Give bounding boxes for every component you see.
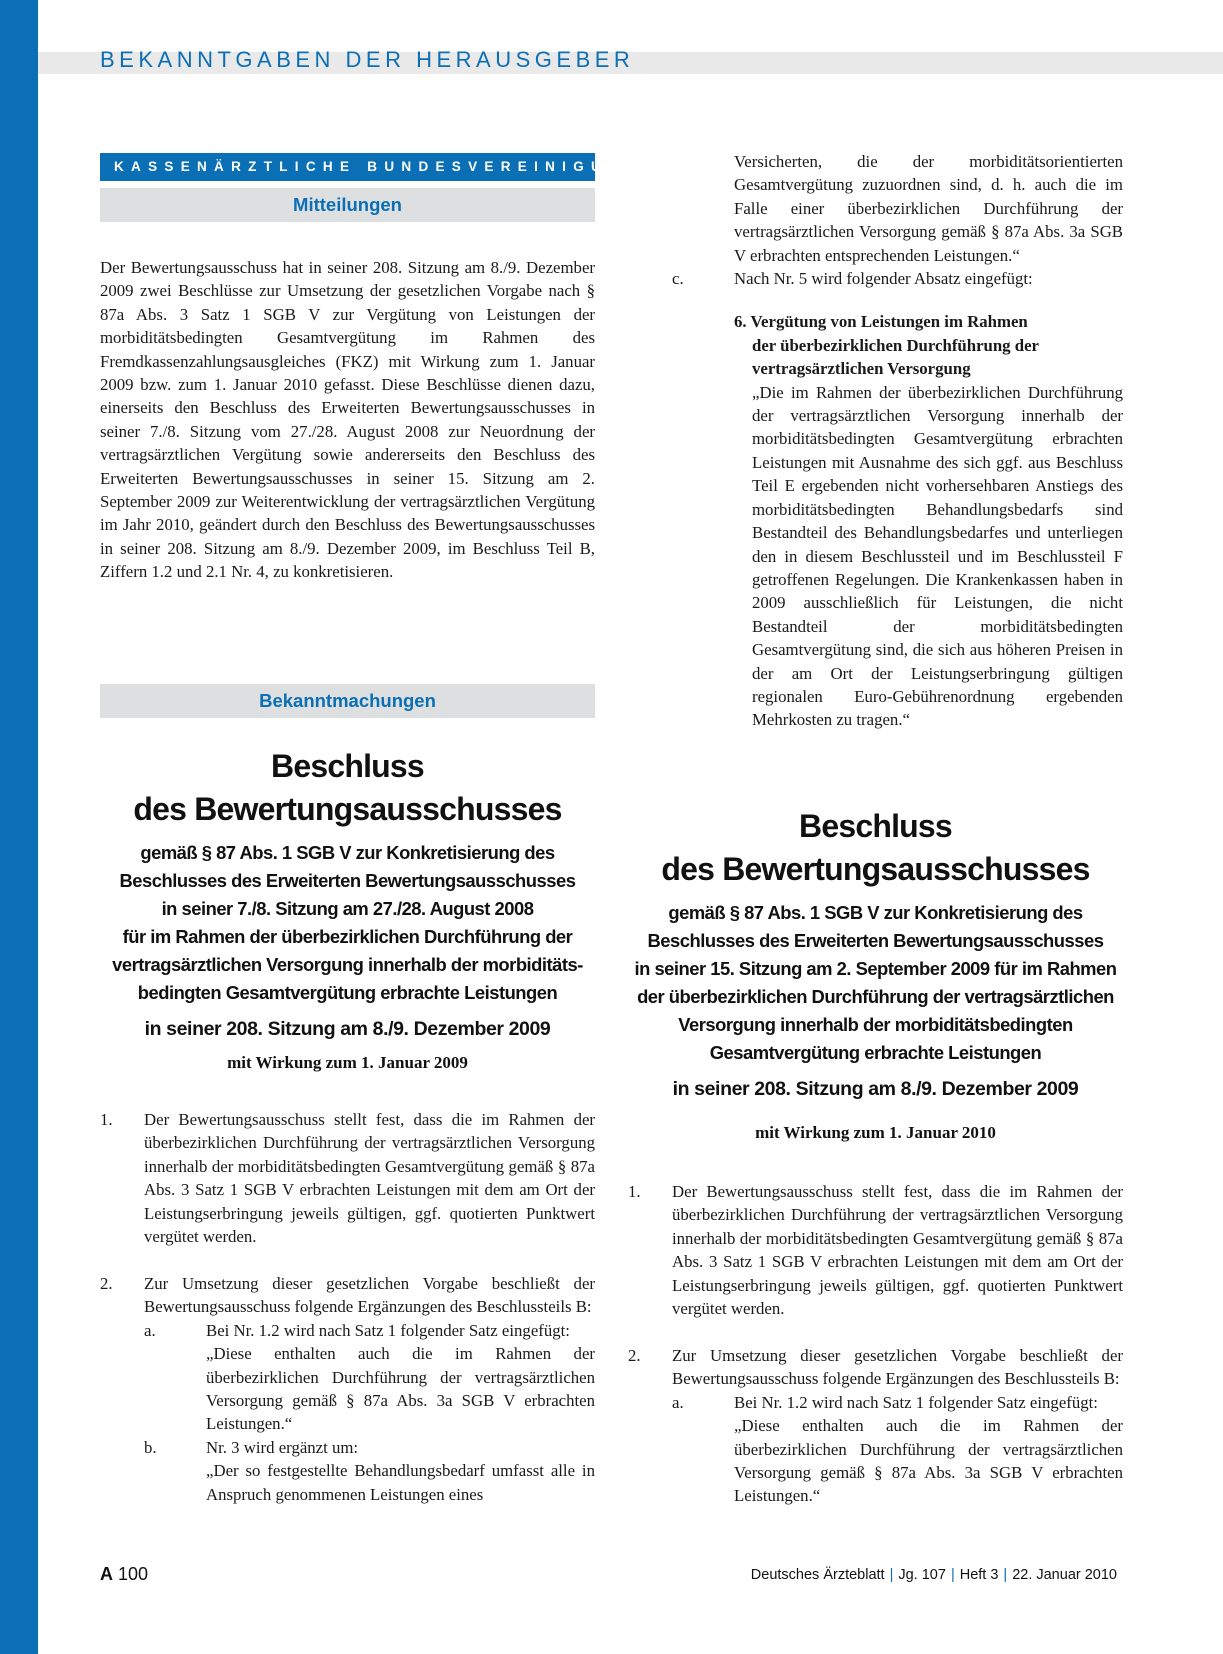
sub-item-text: Bei Nr. 1.2 wird nach Satz 1 folgender Satz eingefügt: [206, 1320, 570, 1340]
beschluss2-session: in seiner 208. Sitzung am 8./9. Dezember 2009 [672, 1078, 1079, 1100]
beschluss2-subtitle-line: gemäß § 87 Abs. 1 SGB V zur Konkretisierung des [668, 902, 1083, 923]
sub-item-quote: „Der so festgestellte Behandlungsbedarf umfasst alle in Anspruch genommenen Leistungen eines [206, 1461, 595, 1504]
beschluss1-subtitle-line: bedingten Gesamtvergütung erbrachte Leistungen [137, 982, 558, 1003]
item-text: Der Bewertungsausschuss stellt fest, dass die im Rahmen der überbezirklichen Durchführung der vertragsärztlichen Versorgung innerhalb der morbiditätsbedingten Gesamtvergütung gemäß § 87a Abs. 3 Satz 1 SGB V erbrachten Leistungen mit dem am Ort der Leistungserbringung jeweils gültigen, ggf. quotierten Punktwert vergütet werden. [144, 1110, 595, 1247]
sub-item-letter: a. [144, 1320, 156, 1340]
beschluss1-subtitle-line: vertragsärztlichen Versorgung innerhalb der morbiditäts- [112, 954, 583, 975]
sub-item-b [144, 1436, 595, 1506]
beschluss2-item1 [628, 1180, 1123, 1320]
journal-info [751, 1567, 1117, 1583]
beschluss2-title-block [628, 805, 1123, 1145]
journal-name: Deutsches Ärzteblatt [750, 1567, 885, 1583]
journal-issue: Heft 3 [959, 1567, 999, 1583]
mitteilungen-body [100, 256, 595, 584]
sub-item-a [144, 1319, 595, 1436]
separator: | [950, 1567, 955, 1583]
sub-item-letter: c. [672, 269, 684, 289]
page-number-value: 100 [118, 1564, 149, 1584]
beschluss2-title-line1: Beschluss [799, 808, 952, 844]
beschluss2-subtitle-line: Versorgung innerhalb der morbiditätsbedingten [678, 1014, 1073, 1035]
separator: | [1003, 1567, 1008, 1583]
beschluss1-title-line1: Beschluss [271, 748, 424, 784]
section-6-heading: 6. Vergütung von Leistungen im Rahmen [734, 312, 1028, 332]
beschluss2-subtitle-line: Gesamtvergütung erbrachte Leistungen [709, 1042, 1042, 1063]
sub-item-quote: „Diese enthalten auch die im Rahmen der überbezirklichen Durchführung der vertragsärztlichen Versorgung gemäß § 87a Abs. 3a SGB V erbrachten Leistungen.“ [206, 1344, 595, 1434]
item-number: 1. [100, 1110, 113, 1129]
bekanntmachungen-heading: Bekanntmachungen [100, 684, 595, 718]
beschluss2-subtitle-line: der überbezirklichen Durchführung der vertragsärztlichen [637, 986, 1114, 1007]
sub-item-letter: b. [144, 1437, 157, 1457]
sub-item-text: Bei Nr. 1.2 wird nach Satz 1 folgender Satz eingefügt: [734, 1392, 1098, 1412]
journal-volume: Jg. 107 [898, 1567, 946, 1583]
section-6-heading: vertragsärztlichen Versorgung [752, 359, 971, 379]
mitteilungen-text: Der Bewertungsausschuss hat in seiner 208. Sitzung am 8./9. Dezember 2009 zwei Beschlüsse zur Umsetzung der gesetzlichen Vorgabe nach § 87a Abs. 3 Satz 1 SGB V zur Vergütung von Leistungen der morbiditätsbedingten Gesamtvergütung im Rahmen des Fremdkassenzahlungsausgleiches (FKZ) mit Wirkung zum 1. Januar 2009 bzw. zum 1. Januar 2010 gefasst. Diese Beschlüsse dienen dazu, einerseits den Beschluss des Erweiterten Bewertungsausschusses in seiner 7./8. Sitzung vom 27./28. August 2008 zur Neuordnung der vertragsärztlichen Vergütung sowie andererseits den Beschluss des Erweiterten Bewertungsausschusses in seiner 15. Sitzung am 2. September 2009 zur Weiterentwicklung der vertragsärztlichen Vergütung im Jahr 2010, geändert durch den Beschluss des Bewertungsausschusses in seiner 208. Sitzung am 8./9. Dezember 2009, im Beschluss Teil B, Ziffern 1.2 und 2.1 Nr. 4, zu konkretisieren. [100, 258, 595, 582]
section-title: BEKANNTGABEN DER HERAUSGEBER [100, 47, 635, 72]
beschluss2-title-line2: des Bewertungsausschusses [661, 851, 1090, 887]
kbv-banner [100, 153, 643, 181]
sub-item-text: Nach Nr. 5 wird folgender Absatz eingefügt: [734, 269, 1033, 289]
sub-item-text: Nr. 3 wird ergänzt um: [206, 1437, 359, 1457]
page-number [100, 1564, 148, 1585]
sub-item-quote-continued: Versicherten, die der morbiditätsorientierten Gesamtvergütung zuzuordnen sind, d. h. auch die im Falle einer überbezirklichen Durchführung der vertragsärztlichen Versorgung gemäß § 87a Abs. 3a SGB V erbrachten entsprechenden Leistungen.“ [734, 152, 1123, 265]
item-number: 2. [100, 1274, 113, 1293]
mitteilungen-heading: Mitteilungen [100, 188, 595, 222]
beschluss1-continuation [628, 150, 1123, 732]
beschluss2-subtitle-line: in seiner 15. Sitzung am 2. September 2009 für im Rahmen [634, 958, 1117, 979]
journal-date: 22. Januar 2010 [1012, 1567, 1117, 1583]
beschluss1-subtitle-line: Beschlusses des Erweiterten Bewertungsausschusses [119, 870, 576, 891]
section-6-heading: der überbezirklichen Durchführung der [752, 335, 1040, 355]
sub-item-quote: „Diese enthalten auch die im Rahmen der überbezirklichen Durchführung der vertragsärztlichen Versorgung gemäß § 87a Abs. 3a SGB V erbrachten Leistungen.“ [734, 1416, 1123, 1506]
item-number: 1. [628, 1182, 641, 1201]
section-6-quote: „Die im Rahmen der überbezirklichen Durchführung der vertragsärztlichen Versorgung innerhalb der morbiditätsbedingten Gesamtvergütung erbrachten Leistungen mit Ausnahme des sich ggf. aus Beschluss Teil E ergebenden nicht vorhersehbaren Anstiegs des morbiditätsbedingten Behandlungsbedarfs sind Bestandteil des Behandlungsbedarfes und unterliegen den in diesem Beschlussteil und im Beschlussteil F getroffenen Regelungen. Die Krankenkassen haben in 2009 ausschließlich für Leistungen, die nicht Bestandteil der morbiditätsbedingten Gesamtvergütung sind, die sich aus höheren Preisen in der am Ort der Leistungserbringung gültigen regionalen Euro-Gebührenordnung ergebenden Mehrkosten zu tragen.“ [752, 382, 1123, 730]
left-color-band [0, 0, 38, 1654]
beschluss1-title-block [100, 745, 595, 1075]
page-prefix: A [100, 1564, 113, 1584]
beschluss1-subtitle-line: gemäß § 87 Abs. 1 SGB V zur Konkretisierung des [140, 842, 555, 863]
separator: | [889, 1567, 894, 1583]
beschluss1-item2 [100, 1272, 595, 1506]
item-text: Zur Umsetzung dieser gesetzlichen Vorgabe beschließt der Bewertungsausschuss folgende Ergänzungen des Beschlussteils B: [672, 1346, 1123, 1389]
sub-item-c [672, 267, 1123, 290]
beschluss1-subtitle-line: für im Rahmen der überbezirklichen Durchführung der [122, 926, 573, 947]
beschluss1-subtitle-line: in seiner 7./8. Sitzung am 27./28. August 2008 [161, 898, 534, 919]
item-number: 2. [628, 1346, 641, 1365]
section-6 [734, 310, 1123, 731]
sub-item-a [672, 1391, 1123, 1508]
sub-item-letter: a. [672, 1392, 684, 1412]
kbv-label: KASSENÄRZTLICHE BUNDESVEREINIGUNG [114, 159, 643, 174]
beschluss2-item2 [628, 1344, 1123, 1508]
beschluss2-subtitle-line: Beschlusses des Erweiterten Bewertungsausschusses [647, 930, 1104, 951]
beschluss2-effective: mit Wirkung zum 1. Januar 2010 [755, 1123, 996, 1142]
item-text: Der Bewertungsausschuss stellt fest, dass die im Rahmen der überbezirklichen Durchführung der vertragsärztlichen Versorgung innerhalb der morbiditätsbedingten Gesamtvergütung gemäß § 87a Abs. 3 Satz 1 SGB V erbrachten Leistungen mit dem am Ort der Leistungserbringung jeweils gültigen, ggf. quotierten Punktwert vergütet werden. [672, 1182, 1123, 1319]
beschluss1-effective: mit Wirkung zum 1. Januar 2009 [227, 1053, 468, 1072]
beschluss1-item1 [100, 1108, 595, 1248]
beschluss1-session: in seiner 208. Sitzung am 8./9. Dezember 2009 [144, 1018, 551, 1040]
beschluss1-title-line2: des Bewertungsausschusses [133, 791, 562, 827]
item-text: Zur Umsetzung dieser gesetzlichen Vorgabe beschließt der Bewertungsausschuss folgende Ergänzungen des Beschlussteils B: [144, 1274, 595, 1317]
